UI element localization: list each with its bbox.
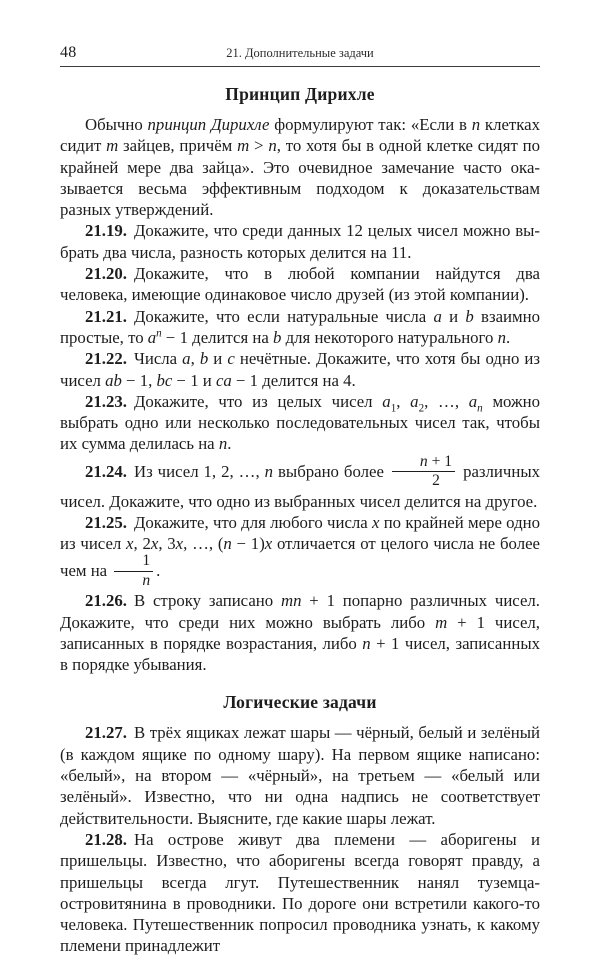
problem-number: 21.26. <box>85 591 127 611</box>
problem-21-28 <box>60 829 540 957</box>
running-title: 21. Дополнительные задачи <box>226 46 374 60</box>
problem-text: Докажите, что среди данных 12 целых чисел можно выбрать два числа, разность которых делится на 11. <box>60 221 540 262</box>
problem-21-24 <box>60 452 540 512</box>
problem-text: Докажите, что если натуральные числа a и b взаимно простые, то $a^n - 1$ делится на b для некоторого натурального n. <box>60 306 541 347</box>
section-title-logic: Логические задачи <box>223 692 377 713</box>
problem-number: 21.24. <box>85 461 127 481</box>
problem-number: 21.21. <box>85 306 127 326</box>
problem-text: Докажите, что для любого числа x по крайней мере одно из чисел x, 2x, 3x, …, (n − 1)x отличается от целого числа не более чем на $\frac{1}{n}$ . <box>60 512 540 589</box>
problem-21-22 <box>60 348 540 391</box>
header-rule <box>60 66 540 67</box>
problem-number: 21.19. <box>85 221 127 241</box>
section-title-dirichlet: Принцип Дирихле <box>225 84 375 104</box>
problem-21-20 <box>60 263 540 306</box>
problem-number: 21.25. <box>85 512 127 532</box>
problem-21-26 <box>60 590 540 675</box>
problem-text: Докажите, что из целых чисел $a_1$, $a_2$, …, $a_n$ можно выбрать одно или несколько последовательных чисел так, чтобы их сумма делилась на n. <box>60 391 540 454</box>
problem-21-19 <box>60 220 540 263</box>
problem-number: 21.27. <box>85 723 127 743</box>
intro-paragraph: Обычно принцип Дирихле формулируют так: «Если в n клетках сидит m зайцев, причём m > n, то хотя бы в одной клетке сидят по крайней мере два зайца». Это очевидное замечание часто оказывается весьма эффективным подходом к доказательствам разных утверждений. <box>60 115 540 220</box>
problem-text: На острове живут два племени — аборигены и пришельцы. Известно, что аборигены всегда говорят правду, а пришельцы всегда лгут. Путешественник нанял туземца-островитянина в проводники. По дороге они встретили какого-то человека. Путешественник попросил проводника узнать, к какому племени принадлежит <box>60 829 540 956</box>
problem-21-25 <box>60 512 540 590</box>
problem-number: 21.22. <box>85 349 127 369</box>
problem-21-27 <box>60 722 540 828</box>
problem-number: 21.28. <box>85 829 127 849</box>
problem-text: В строку записано mn + 1 попарно различных чисел. Докажите, что среди них можно выбрать либо m + 1 чисел, записанных в порядке возрастания, либо n + 1 чисел, записанных в порядке убывания. <box>60 591 540 675</box>
page-header <box>60 44 540 63</box>
page-number: 48 <box>60 44 77 61</box>
problem-number: 21.23. <box>85 391 127 411</box>
problem-21-21 <box>60 306 540 349</box>
problem-text: Из чисел 1, 2, …, n выбрано более $\frac{n + 1}{2}$ различных чисел. Докажите, что одно из выбранных чисел делится на другое. <box>60 452 540 511</box>
problem-21-23 <box>60 391 540 455</box>
problem-number: 21.20. <box>85 264 127 284</box>
problem-text: Числа a, b и c нечётные. Докажите, что хотя бы одно из чисел ab − 1, bc − 1 и ca − 1 делится на 4. <box>60 349 541 390</box>
problem-text: В трёх ящиках лежат шары — чёрный, белый и зелёный (в каждом ящике по одному шару). На первом ящике написано: «белый», на втором — «чёрный», на третьем — «белый или зелёный». Известно, что ни одна надпись не соответствует действительности. Выясните, где какие шары лежат. <box>60 723 540 828</box>
problem-text: Докажите, что в любой компании найдутся два человека, имеющие одинаковое число друзей (из этой компании). <box>60 264 540 305</box>
